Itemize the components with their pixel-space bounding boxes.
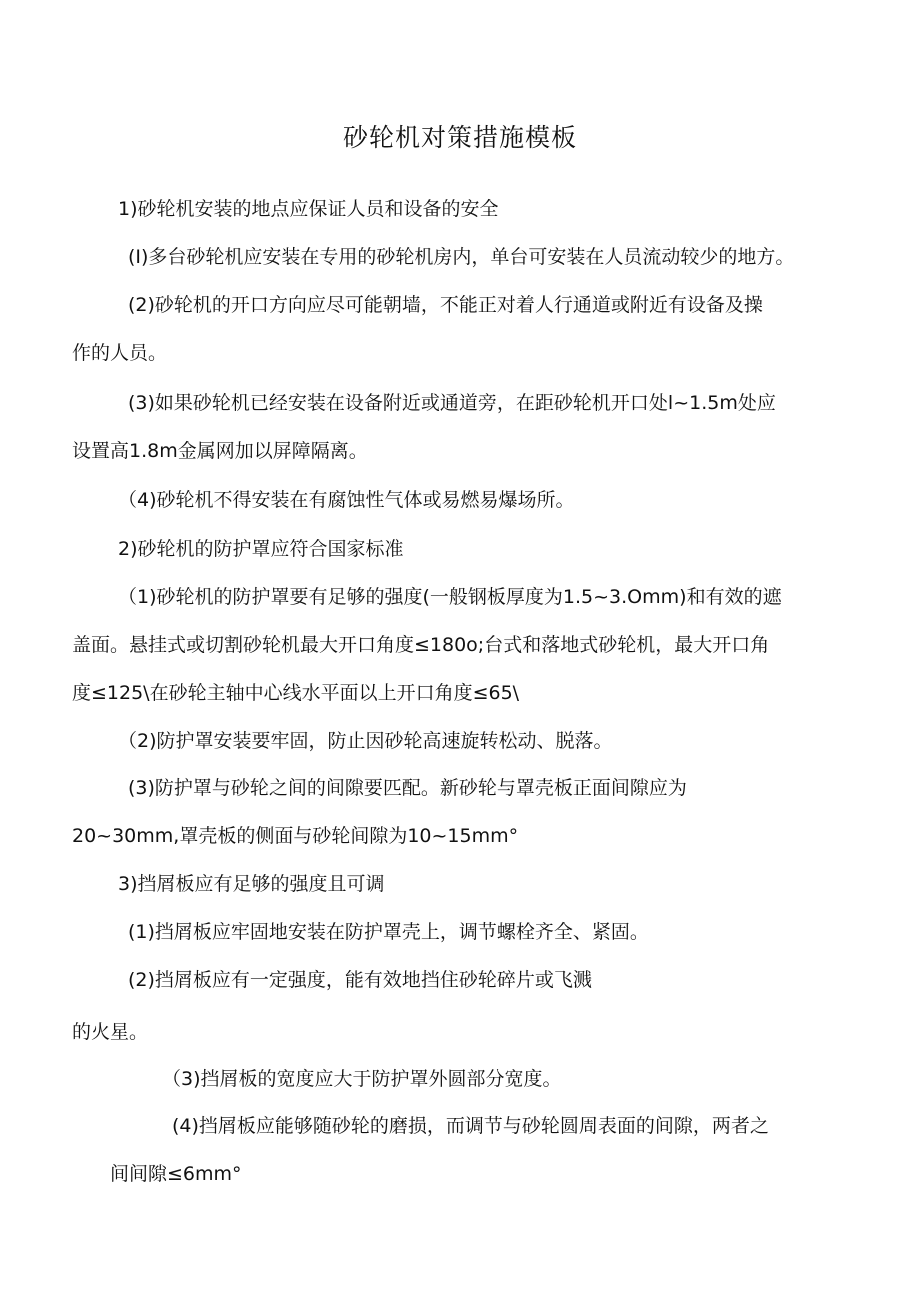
paragraph-line: 作的人员。 — [72, 342, 168, 364]
paragraph-line: 盖面。悬挂式或切割砂轮机最大开口角度≤180o;台式和落地式砂轮机，最大开口角 — [72, 634, 770, 656]
paragraph-line: 的火星。 — [72, 1021, 149, 1043]
paragraph-line: (2)砂轮机的开口方向应尽可能朝墙，不能正对着人行通道或附近有设备及操 — [128, 294, 763, 316]
page-title: 砂轮机对策措施模板 — [342, 123, 577, 152]
paragraph-line: (4)挡屑板应能够随砂轮的磨损，而调节与砂轮圆周表面的间隙，两者之 — [172, 1115, 769, 1137]
paragraph-line: (3)防护罩与砂轮之间的间隙要匹配。新砂轮与罩壳板正面间隙应为 — [128, 777, 687, 799]
paragraph-line: 间间隙≤6mm° — [110, 1163, 242, 1185]
paragraph-line: 度≤125\在砂轮主轴中心线水平面以上开口角度≤65\ — [72, 682, 520, 704]
paragraph-line: （4)砂轮机不得安装在有腐蚀性气体或易燃易爆场所。 — [118, 489, 575, 511]
paragraph-line: (3)如果砂轮机已经安装在设备附近或通道旁，在距砂轮机开口处l~1.5m处应 — [128, 392, 776, 414]
paragraph-line: (I)多台砂轮机应安装在专用的砂轮机房内，单台可安装在人员流动较少的地方。 — [128, 246, 795, 268]
paragraph-line: （2)防护罩安装要牢固，防止因砂轮高速旋转松动、脱落。 — [118, 730, 613, 752]
section-heading: 2)砂轮机的防护罩应符合国家标准 — [118, 538, 404, 560]
paragraph-line: （1)砂轮机的防护罩要有足够的强度(一般钢板厚度为1.5~3.Omm)和有效的遮 — [118, 586, 782, 608]
section-heading: 1)砂轮机安装的地点应保证人员和设备的安全 — [118, 198, 499, 220]
paragraph-line: (1)挡屑板应牢固地安装在防护罩壳上，调节螺栓齐全、紧固。 — [128, 921, 649, 943]
paragraph-line: （3)挡屑板的宽度应大于防护罩外圆部分宽度。 — [162, 1068, 562, 1090]
paragraph-line: (2)挡屑板应有一定强度，能有效地挡住砂轮碎片或飞溅 — [128, 969, 592, 991]
section-heading: 3)挡屑板应有足够的强度且可调 — [118, 873, 385, 895]
paragraph-line: 20~30mm,罩壳板的侧面与砂轮间隙为10~15mm° — [72, 825, 519, 847]
paragraph-line: 设置高1.8m金属网加以屏障隔离。 — [72, 440, 368, 462]
